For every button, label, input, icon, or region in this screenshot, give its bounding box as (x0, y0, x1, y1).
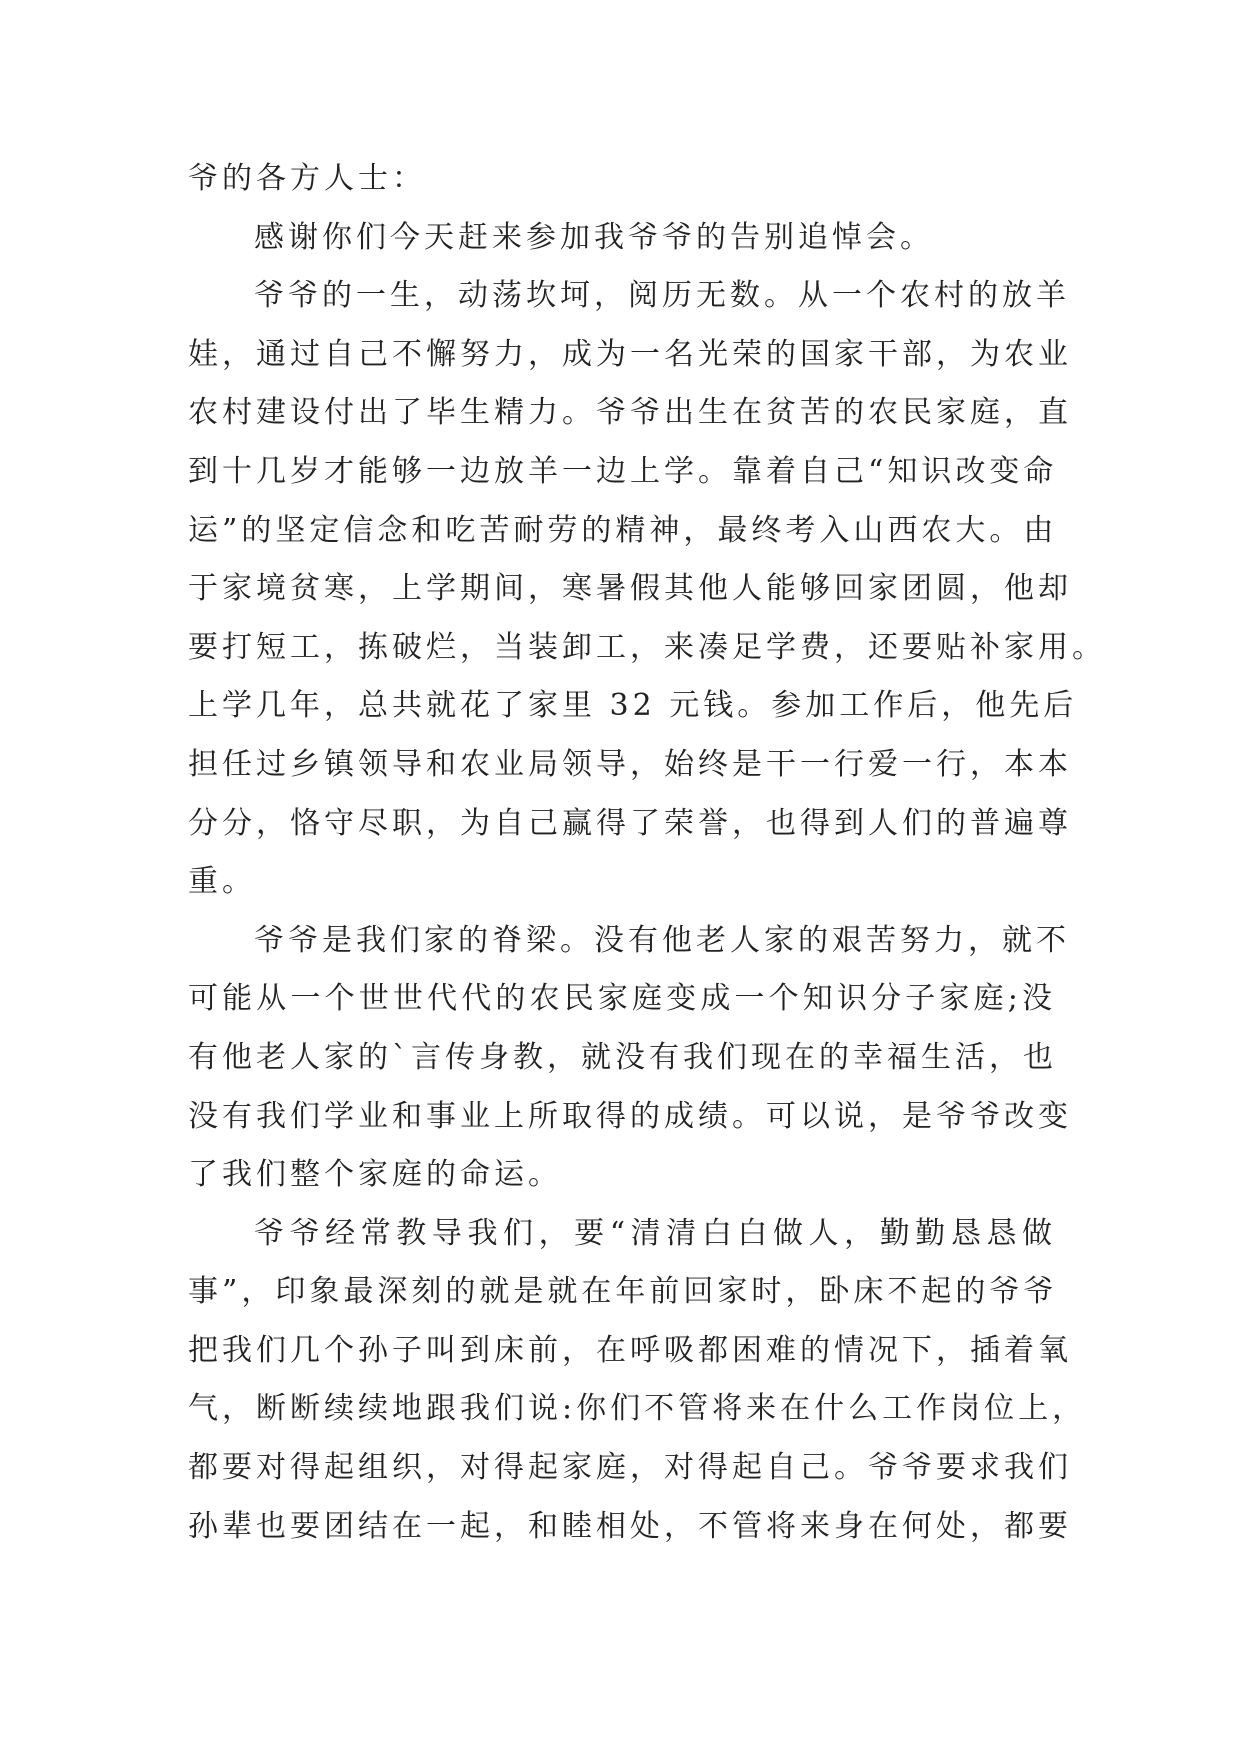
paragraph-first-line: 感谢你们今天赶来参加我爷爷的告别追悼会。 (254, 219, 934, 255)
document-body (188, 150, 1106, 1556)
text-line: 到十几岁才能够一边放羊一边上学。靠着自己“知识改变命 (188, 453, 1058, 489)
text-line: 农村建设付出了毕生精力。爷爷出生在贫苦的农民家庭，直 (188, 395, 1072, 431)
text-line: 把我们几个孙子叫到床前，在呼吸都困难的情况下，插着氧 (188, 1332, 1072, 1368)
text-line: 可能从一个世世代代的农民家庭变成一个知识分子家庭;没 (188, 981, 1056, 1017)
text-line: 气，断断续续地跟我们说:你们不管将来在什么工作岗位上， (188, 1391, 1087, 1427)
text-line: 于家境贫寒，上学期间，寒暑假其他人能够回家团圆，他却 (188, 571, 1072, 607)
paragraph-first-line: 爷爷经常教导我们，要“清清白白做人，勤勤恳恳做 (254, 1215, 1056, 1251)
text-line: 分分，恪守尽职，为自己赢得了荣誉，也得到人们的普遍尊 (188, 805, 1072, 841)
text-line: 都要对得起组织，对得起家庭，对得起自己。爷爷要求我们 (188, 1450, 1072, 1486)
text-line: 重。 (188, 864, 256, 900)
text-line: 要打短工，拣破烂，当装卸工，来凑足学费，还要贴补家用。 (188, 629, 1106, 665)
text-line: 上学几年，总共就花了家里 32 元钱。参加工作后，他先后 (188, 688, 1078, 724)
paragraph-first-line: 爷爷的一生，动荡坎坷，阅历无数。从一个农村的放羊 (254, 278, 1070, 314)
text-line: 担任过乡镇领导和农业局领导，始终是干一行爱一行，本本 (188, 746, 1072, 782)
text-line: 没有我们学业和事业上所取得的成绩。可以说，是爷爷改变 (188, 1098, 1072, 1134)
text-line: 娃，通过自己不懈努力，成为一名光荣的国家干部，为农业 (188, 336, 1072, 372)
text-line: 孙辈也要团结在一起，和睦相处，不管将来身在何处，都要 (188, 1508, 1072, 1544)
text-line: 爷的各方人士： (188, 161, 426, 196)
text-line: 运”的坚定信念和吃苦耐劳的精神，最终考入山西农大。由 (188, 512, 1058, 548)
text-line: 事”，印象最深刻的就是就在年前回家时，卧床不起的爷爷 (188, 1274, 1058, 1310)
paragraph-first-line: 爷爷是我们家的脊梁。没有他老人家的艰苦努力，就不 (254, 922, 1070, 958)
text-line: 有他老人家的`言传身教，就没有我们现在的幸福生活，也 (188, 1039, 1057, 1075)
text-line: 了我们整个家庭的命运。 (188, 1157, 562, 1193)
